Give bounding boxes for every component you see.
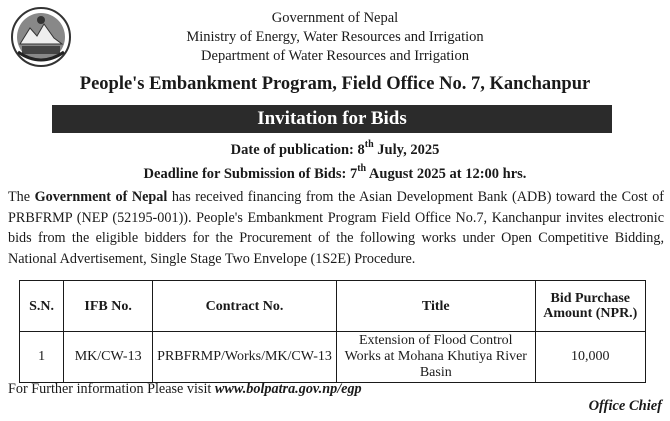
deadline-label: Deadline for Submission of Bids: xyxy=(143,166,347,182)
header-ministry: Ministry of Energy, Water Resources and Irrigation xyxy=(186,29,484,45)
publication-label: Date of publication: xyxy=(230,142,354,158)
info-url-link[interactable]: www.bolpatra.gov.np/egp xyxy=(214,381,362,397)
header-ifb: IFB No. xyxy=(64,281,153,332)
deadline-sup: th xyxy=(357,163,367,174)
signature: Office Chief xyxy=(588,398,662,414)
body-pre: The xyxy=(8,189,35,205)
cell-ifb: MK/CW-13 xyxy=(64,332,153,383)
publication-day: 8 xyxy=(357,142,365,158)
cell-amount: 10,000 xyxy=(535,332,645,383)
submission-deadline xyxy=(0,163,670,183)
header-department: Department of Water Resources and Irrigation xyxy=(201,48,469,64)
deadline-day: 7 xyxy=(349,166,358,182)
body-text: has received financing from the Asian Development Bank (ADB) toward the Cost of PRBFRMP (NEP (52195-001)). People's Embankment Program Field Office No.7, Kanchanpur invites electronic bids from the eligible bidders for the Procurement of the following works under Open Competitive Bidding, National Advertisement, Single Stage Two Envelope (1S2E) Procedure. xyxy=(8,189,665,267)
header-office: People's Embankment Program, Field Office No. 7, Kanchanpur xyxy=(79,74,591,94)
publication-sup: th xyxy=(364,139,374,150)
publication-rest: July, 2025 xyxy=(373,142,440,158)
info-text: For Further information Please visit xyxy=(8,381,215,397)
bid-table xyxy=(19,280,646,383)
cell-contract: PRBFRMP/Works/MK/CW-13 xyxy=(153,332,337,383)
table-row xyxy=(20,332,646,383)
header-contract: Contract No. xyxy=(153,281,337,332)
title-banner: Invitation for Bids xyxy=(52,105,612,133)
header-amount: Bid Purchase Amount (NPR.) xyxy=(535,281,645,332)
publication-date xyxy=(0,139,670,159)
table-header-row xyxy=(20,281,646,332)
header-title: Title xyxy=(336,281,535,332)
cell-title: Extension of Flood Control Works at Mohana Khutiya River Basin xyxy=(336,332,535,383)
header-sn: S.N. xyxy=(20,281,64,332)
header-government: Government of Nepal xyxy=(271,10,399,26)
body-bold: Government of Nepal xyxy=(34,189,168,205)
deadline-rest: August 2025 at 12:00 hrs. xyxy=(366,166,527,182)
cell-sn: 1 xyxy=(20,332,64,383)
body-paragraph xyxy=(8,187,664,269)
further-info xyxy=(8,381,362,398)
